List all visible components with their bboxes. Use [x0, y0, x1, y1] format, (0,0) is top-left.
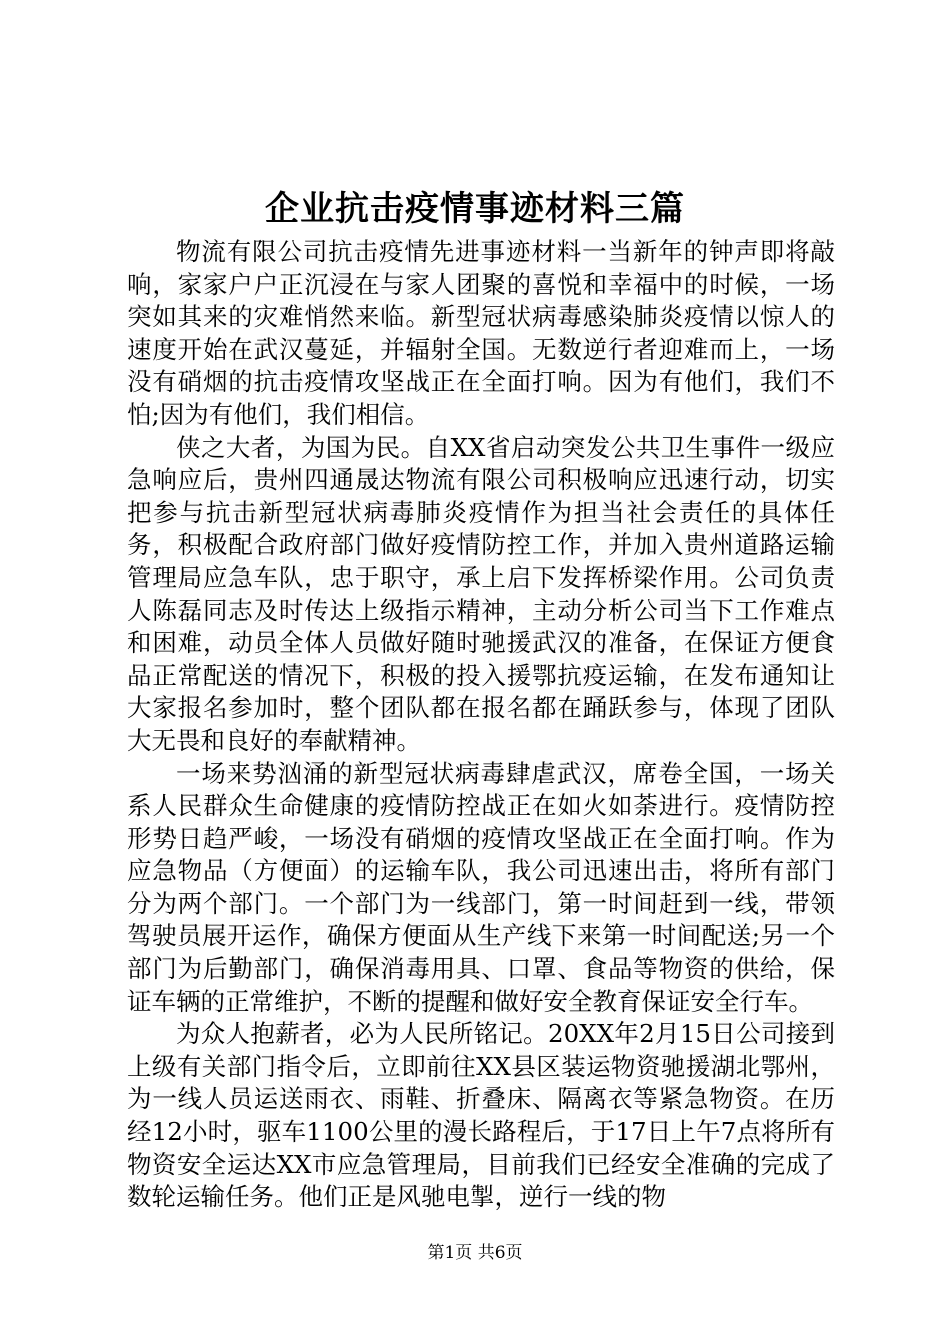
paragraph-3: 一场来势汹涌的新型冠状病毒肆虐武汉，席卷全国，一场关系人民群众生命健康的疫情防控战正在如火如荼进行。疫情防控形势日趋严峻，一场没有硝烟的疫情攻坚战正在全面打响。作为应急物品（方便面）的运输车队，我公司迅速出击，将所有部门分为两个部门。一个部门为一线部门，第一时间赶到一线，带领驾驶员展开运作，确保方便面从生产线下来第一时间配送;另一个部门为后勤部门，确保消毒用具、口罩、食品等物资的供给，保证车辆的正常维护，不断的提醒和做好安全教育保证安全行车。 [127, 758, 835, 1016]
paragraph-4: 为众人抱薪者，必为人民所铭记。20XX年2月15日公司接到上级有关部门指令后，立即前往XX县区装运物资驰援湖北鄂州，为一线人员运送雨衣、雨鞋、折叠床、隔离衣等紧急物资。在历经12小时，驱车1100公里的漫长路程后，于17日上午7点将所有物资安全运达XX市应急管理局，目前我们已经安全准确的完成了数轮运输任务。他们正是风驰电掣，逆行一线的物 [127, 1019, 835, 1212]
paragraph-2: 侠之大者，为国为民。自XX省启动突发公共卫生事件一级应急响应后，贵州四通晟达物流有限公司积极响应迅速行动，切实把参与抗击新型冠状病毒肺炎疫情作为担当社会责任的具体任务，积极配合政府部门做好疫情防控工作，并加入贵州道路运输管理局应急车队，忠于职守，承上启下发挥桥梁作用。公司负责人陈磊同志及时传达上级指示精神，主动分析公司当下工作难点和困难，动员全体人员做好随时驰援武汉的准备，在保证方便食品正常配送的情况下，积极的投入援鄂抗疫运输，在发布通知让大家报名参加时，整个团队都在报名都在踊跃参与，体现了团队大无畏和良好的奉献精神。 [127, 432, 835, 755]
paragraph-1: 物流有限公司抗击疫情先进事迹材料一当新年的钟声即将敲响，家家户户正沉浸在与家人团聚的喜悦和幸福中的时候，一场突如其来的灾难悄然来临。新型冠状病毒感染肺炎疫情以惊人的速度开始在武汉蔓延，并辐射全国。无数逆行者迎难而上，一场没有硝烟的抗击疫情攻坚战正在全面打响。因为有他们，我们不怕;因为有他们，我们相信。 [127, 237, 835, 429]
document-title: 企业抗击疫情事迹材料三篇 [265, 189, 685, 229]
page-footer: 第1页 共6页 [427, 1243, 523, 1263]
document-body [127, 236, 835, 1214]
